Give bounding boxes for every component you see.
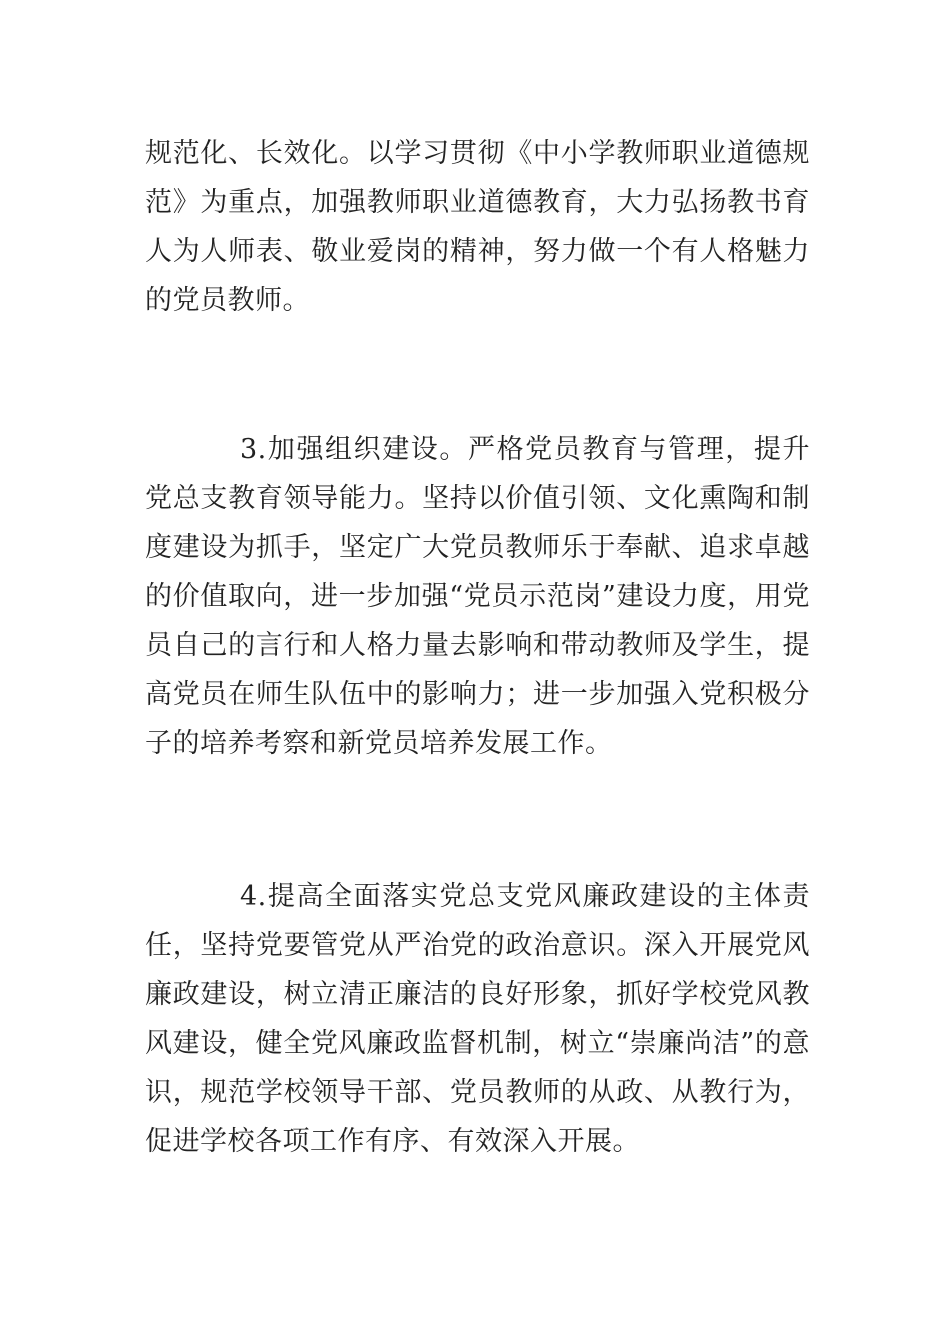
paragraph-continuation: 规范化、长效化。以学习贯彻《中小学教师职业道德规范》为重点，加强教师职业道德教育，大力弘扬教书育人为人师表、敬业爱岗的精神，努力做一个有人格魅力的党员教师。 (145, 138, 810, 316)
paragraph-item-3: 3.加强组织建设。严格党员教育与管理，提升党总支教育领导能力。坚持以价值引领、文化熏陶和制度建设为抓手，坚定广大党员教师乐于奉献、追求卓越的价值取向，进一步加强“党员示范岗”建设力度，用党员自己的言行和人格力量去影响和带动教师及学生，提高党员在师生队伍中的影响力；进一步加强入党积极分子的培养考察和新党员培养发展工作。 (145, 434, 810, 759)
paragraph-item-4: 4.提高全面落实党总支党风廉政建设的主体责任，坚持党要管党从严治党的政治意识。深入开展党风廉政建设，树立清正廉洁的良好形象，抓好学校党风教风建设，健全党风廉政监督机制，树立“崇廉尚洁”的意识，规范学校领导干部、党员教师的从政、从教行为，促进学校各项工作有序、有效深入开展。 (145, 881, 810, 1157)
